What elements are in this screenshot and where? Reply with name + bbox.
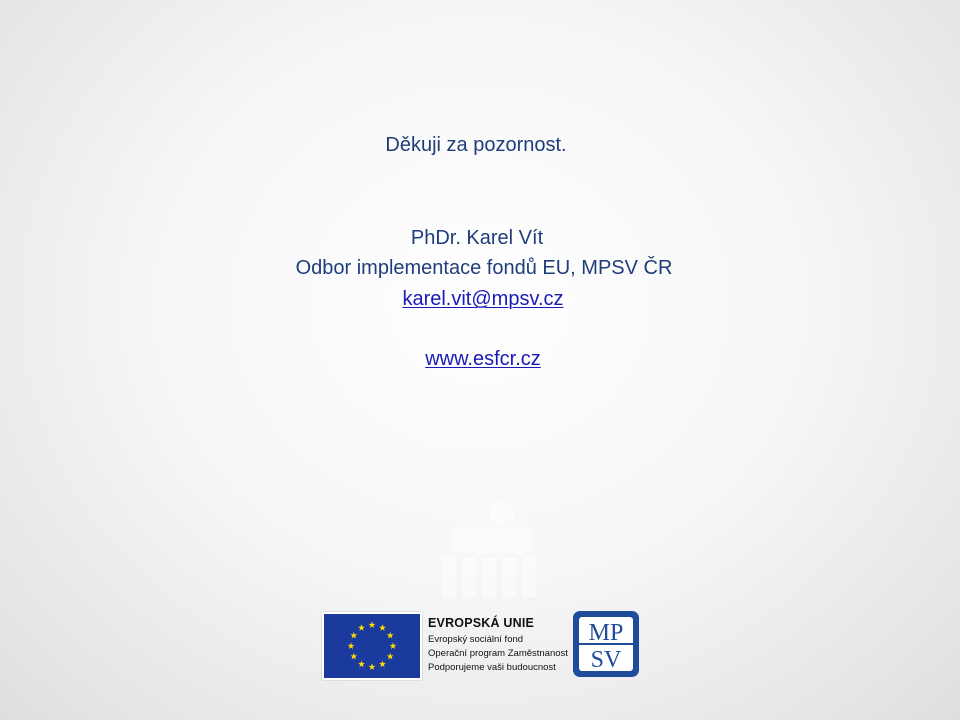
eu-star-icon xyxy=(379,624,386,631)
eu-star-icon xyxy=(350,632,357,639)
eu-line-2: Operační program Zaměstnanost xyxy=(428,648,568,659)
mpsv-top-text: MP xyxy=(588,620,624,646)
eu-text-block xyxy=(428,615,568,675)
eu-star-icon xyxy=(348,642,355,649)
department-text: Odbor implementace fondů EU, MPSV ČR xyxy=(295,257,673,279)
watermark-icon xyxy=(432,495,552,605)
eu-star-icon xyxy=(379,661,386,668)
eu-line-3: Podporujeme vaši budoucnost xyxy=(428,662,556,673)
mpsv-logo-icon xyxy=(573,611,639,677)
eu-star-icon xyxy=(369,663,376,670)
website-link[interactable]: www.esfcr.cz xyxy=(425,348,541,370)
eu-star-icon xyxy=(358,624,365,631)
mpsv-bottom-text: SV xyxy=(590,647,622,673)
speaker-name: PhDr. Karel Vít xyxy=(410,227,544,249)
eu-star-icon xyxy=(369,621,376,628)
eu-star-icon xyxy=(390,642,397,649)
eu-star-icon xyxy=(358,661,365,668)
eu-star-icon xyxy=(350,653,357,660)
eu-line-1: Evropský sociální fond xyxy=(428,634,524,645)
website-line xyxy=(3,347,960,371)
eu-title: EVROPSKÁ UNIE xyxy=(428,616,535,630)
email-link[interactable]: karel.vit@mpsv.cz xyxy=(402,288,564,310)
thanks-text: Děkuji za pozornost. xyxy=(385,134,567,156)
eu-flag-icon xyxy=(322,612,422,680)
eu-star-icon xyxy=(387,632,394,639)
eu-star-icon xyxy=(387,653,394,660)
email-line xyxy=(3,287,960,311)
